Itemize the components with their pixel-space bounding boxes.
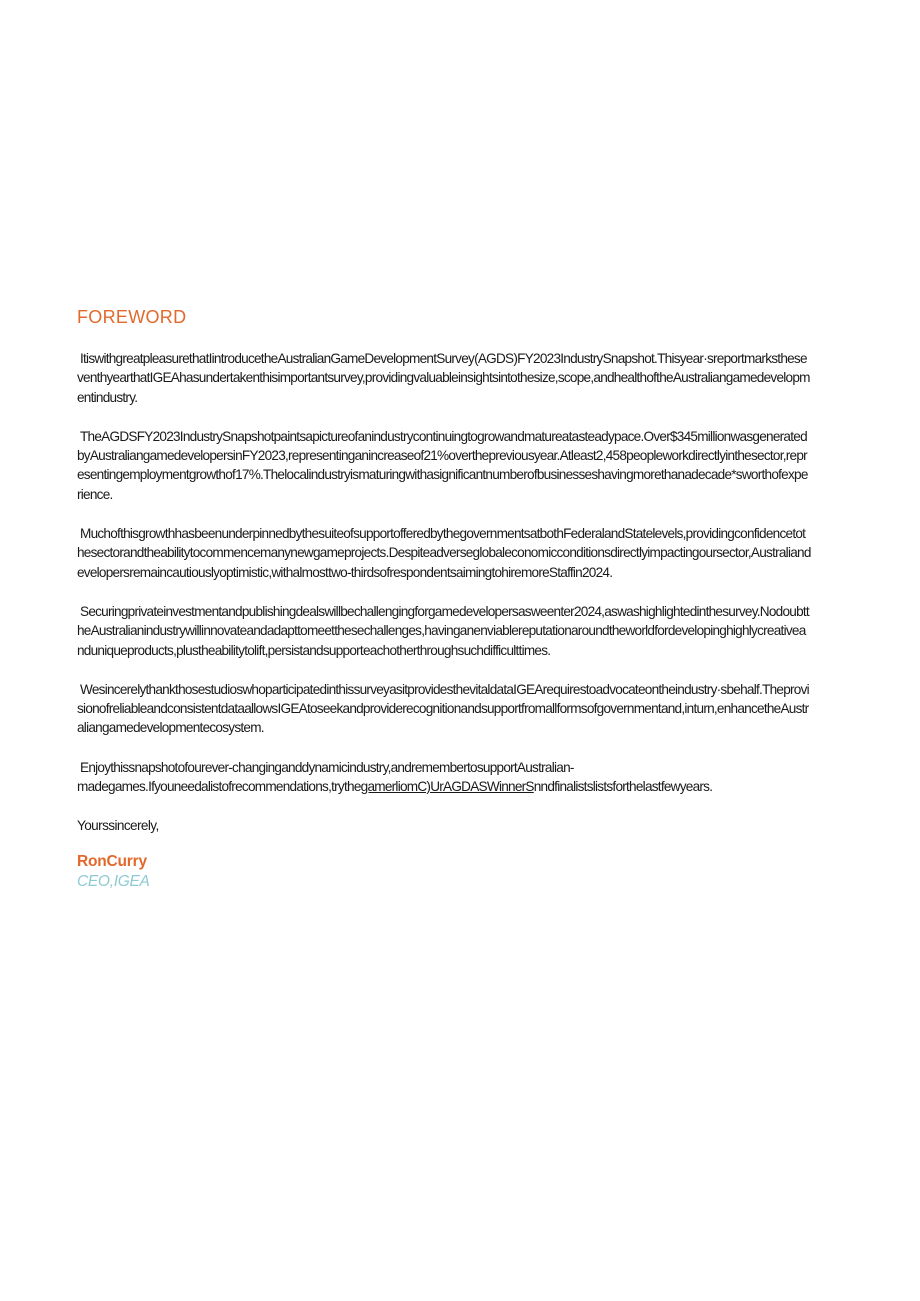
foreword-paragraph-2	[77, 427, 811, 504]
foreword-paragraph-5	[77, 680, 811, 738]
paragraph-line-1: Enjoythissnapshotofourever-changinganddynamicindustry,andremembertosupportAustralian-	[80, 759, 574, 775]
foreword-paragraph-6	[77, 758, 811, 797]
winners-list-link[interactable]: gamerliomC)UrAGDASWinnerS	[360, 779, 534, 795]
foreword-section	[77, 304, 811, 892]
paragraph-text: ItiswithgreatpleasurethatIintroducetheAustralianGameDevelopmentSurvey(AGDS)FY2023IndustrySnapshot.Thisyear·sreportmarkstheseventhyearthatIGEAhasundertakenthisimportantsurvey,providingvaluableinsightsintothesize,scope,andhealthoftheAustraliangamedevelopmentindustry.	[77, 351, 810, 405]
foreword-paragraph-1	[77, 349, 811, 407]
paragraph-text: TheAGDSFY2023IndustrySnapshotpaintsapictureofanindustrycontinuingtogrowandmatureatasteadypace.Over$345millionwasgeneratedbyAustraliangamedevelopersinFY2023,representinganincreaseof21%overthepreviousyear.Atleast2,458peopleworkdirectlyinthesector,representingemploymentgrowthof17%.Thelocalindustryismaturingwithasignificantnumberofbusinesseshavingmorethanadecade*sworthofexperience.	[77, 428, 808, 502]
paragraph-text: MuchofthisgrowthhasbeenunderpinnedbythesuiteofsupportofferedbythegovernmentsatbothFederalandStatelevels,providingconfidencetothesectorandtheabilitytocommencemanynewgameprojects.Despiteadverseglobaleconomicconditionsdirectlyimpactingoursector,Australiandevelopersremaincautiouslyoptimistic,withalmosttwo-thirdsofrespondentsaimingtohiremoreStaffin2024.	[77, 526, 811, 580]
foreword-paragraph-4	[77, 602, 811, 660]
page-title: FOREWORD	[77, 307, 187, 327]
paragraph-text-after-link: nndfinalistslistsforthelastfewyears.	[533, 779, 713, 795]
signature-name: RonCurry	[77, 853, 147, 871]
paragraph-text: Securingprivateinvestmentandpublishingdealswillbechallengingforgamedevelopersasweenter2024,aswashighlightedinthesurvey.NodoubttheAustralianindustrywillinnovateandadapttomeetthesechallenges,havinganenviablereputationaroundtheworldfordevelopinghighlycreativeanduniqueproducts,plustheabilitytolift,persistandsupporteachotherthroughsuchdifficulttimes.	[77, 603, 809, 658]
paragraph-text-before-link: madegames.Ifyouneedalistofrecommendations,trythe	[77, 779, 361, 795]
foreword-paragraph-3	[77, 524, 811, 582]
paragraph-text: WesincerelythankthosestudioswhoparticipatedinthissurveyasitprovidesthevitaldataIGEArequirestoadvocateontheindustry·sbehalf.TheprovisionofreliableandconsistentdataallowsIGEAtoseekandproviderecognitionandsupportfromallformsofgovernmentand,inturn,enhancetheAustraliangamedevelopmentecosystem.	[77, 681, 809, 736]
signature-title: CEO,IGEA	[77, 873, 150, 891]
closing-salutation: Yourssincerely,	[77, 818, 159, 834]
